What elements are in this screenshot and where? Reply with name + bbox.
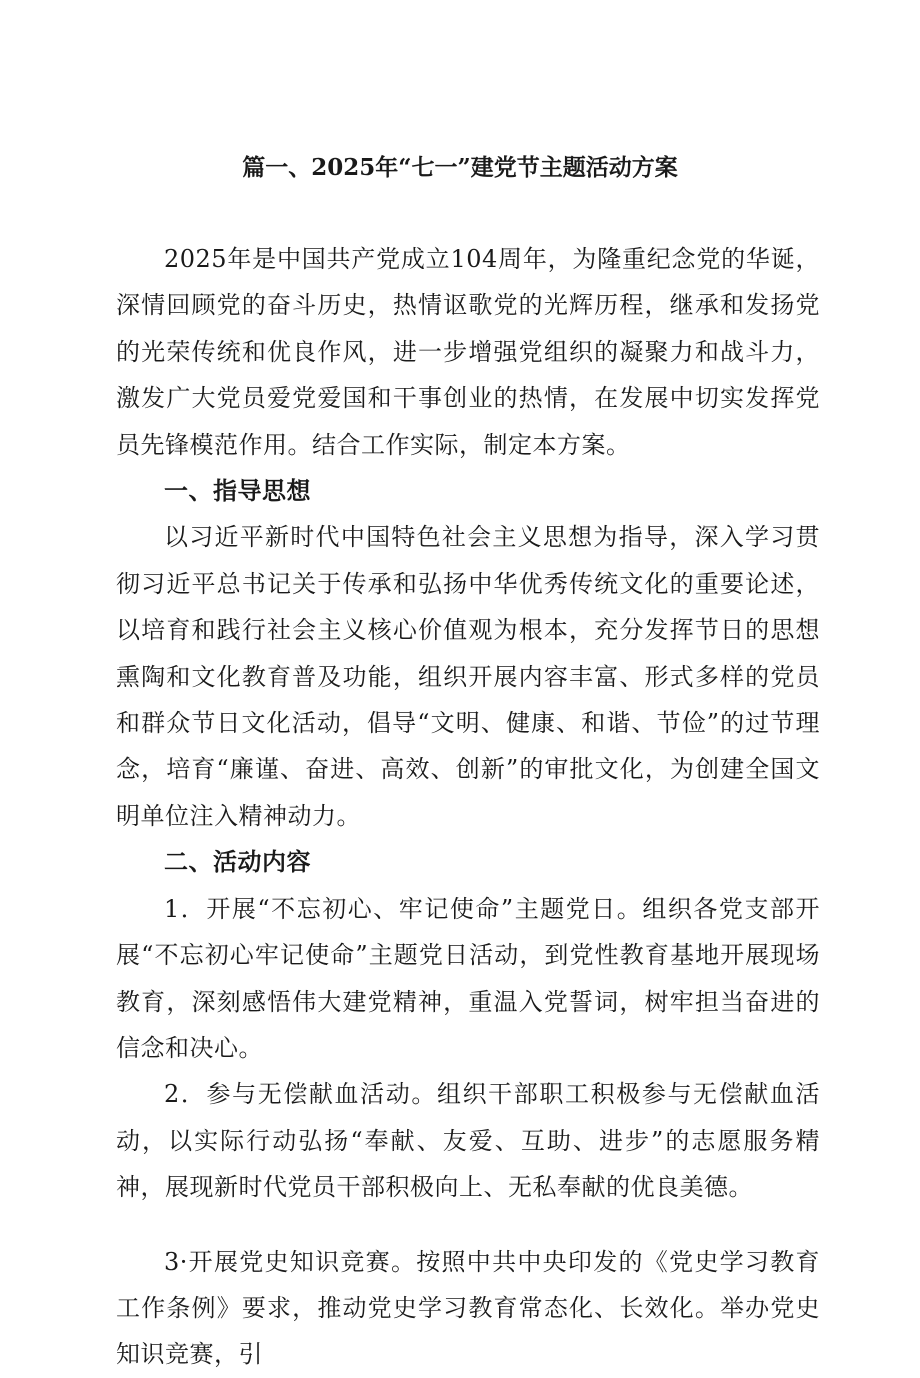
activity-item-3: 3·开展党史知识竞赛。按照中共中央印发的《党史学习教育工作条例》要求，推动党史学习教育常态化、长效化。举办党史知识竞赛，引 <box>116 1247 820 1369</box>
section-heading-activities: 二、活动内容 <box>164 847 311 877</box>
document-body <box>116 236 820 1378</box>
activity-item-2: 2．参与无偿献血活动。组织干部职工积极参与无偿献血活动，以实际行动弘扬“奉献、友爱、互助、进步”的志愿服务精神，展现新时代党员干部积极向上、无私奉献的优良美德。 <box>116 1080 820 1202</box>
guiding-ideology-paragraph: 以习近平新时代中国特色社会主义思想为指导，深入学习贯彻习近平总书记关于传承和弘扬中华优秀传统文化的重要论述，以培育和践行社会主义核心价值观为根本，充分发挥节日的思想熏陶和文化教育普及功能，组织开展内容丰富、形式多样的党员和群众节日文化活动，倡导“文明、健康、和谐、节俭”的过节理念，培育“廉谨、奋进、高效、创新”的审批文化，为创建全国文明单位注入精神动力。 <box>116 523 820 830</box>
intro-paragraph: 2025年是中国共产党成立104周年，为隆重纪念党的华诞，深情回顾党的奋斗历史，热情讴歌党的光辉历程，继承和发扬党的光荣传统和优良作风，进一步增强党组织的凝聚力和战斗力，激发广大党员爱党爱国和干事创业的热情，在发展中切实发挥党员先锋模范作用。结合工作实际，制定本方案。 <box>116 245 820 459</box>
paragraph-gap <box>116 1211 820 1239</box>
section-heading-guiding-ideology: 一、指导思想 <box>164 476 311 506</box>
document-title: 篇一、2025年“七一”建党节主题活动方案 <box>242 154 678 181</box>
activity-item-1: 1．开展“不忘初心、牢记使命”主题党日。组织各党支部开展“不忘初心牢记使命”主题党日活动，到党性教育基地开展现场教育，深刻感悟伟大建党精神，重温入党誓词，树牢担当奋进的信念和决心。 <box>116 894 820 1062</box>
